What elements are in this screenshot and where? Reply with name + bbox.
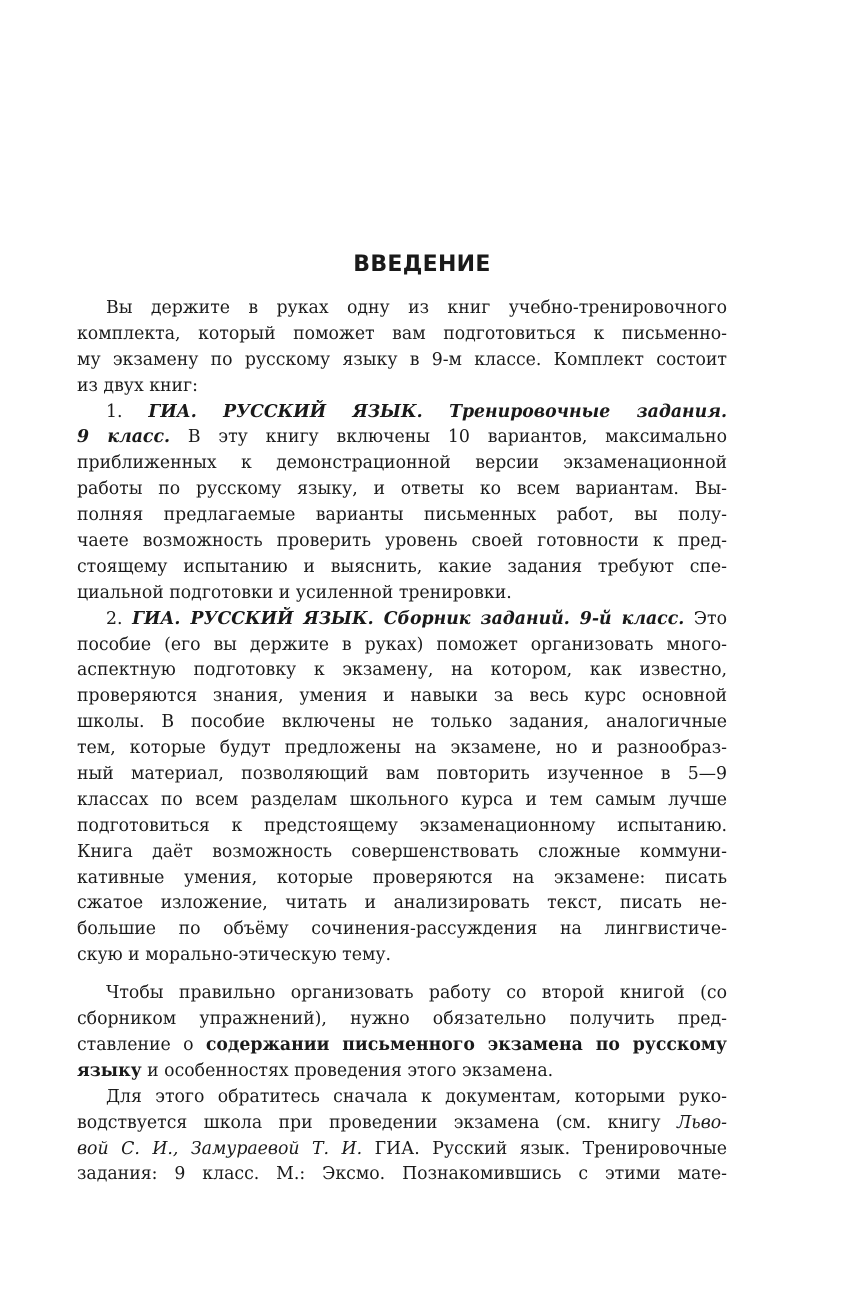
text-line: полняя предлагаемые варианты письменных работ, вы полу- xyxy=(77,505,727,526)
text-line: подготовиться к предстоящему экзаменационному испытанию. xyxy=(77,815,727,836)
text-line: водствуется школа при проведении экзамена (см. книгу Льво- xyxy=(77,1112,727,1133)
text-line: 9 класс. В эту книгу включены 10 вариантов, максимально xyxy=(77,427,727,448)
list-item-1 xyxy=(77,400,727,607)
text-line: проверяются знания, умения и навыки за весь курс основной xyxy=(77,686,727,707)
author-names: вой С. И., Замураевой Т. И. xyxy=(77,1138,363,1159)
text-line: языку и особенностях проведения этого экзамена. xyxy=(77,1060,554,1081)
text-line: приближенных к демонстрационной версии экзаменационной xyxy=(77,453,727,474)
book-title: ГИА. РУССКИЙ ЯЗЫК. Тренировочные задания. xyxy=(148,401,727,422)
text-line: из двух книг: xyxy=(77,375,198,396)
item-number: 1. xyxy=(106,401,123,422)
book-title: ГИА. РУССКИЙ ЯЗЫК. Сборник заданий. 9-й класс. xyxy=(132,608,685,629)
text-line: Чтобы правильно организовать работу со второй книгой (со xyxy=(106,983,727,1004)
text-line: школы. В пособие включены не только задания, аналогичные xyxy=(77,712,727,733)
text-line: кативные умения, которые проверяются на экзамене: писать xyxy=(77,867,727,888)
paragraph-requirements xyxy=(77,981,727,1085)
book-title-grade: 9 класс. xyxy=(77,427,170,448)
text-line: задания: 9 класс. М.: Эксмо. Познакомившись с этими мате- xyxy=(77,1164,727,1185)
text-line: му экзамену по русскому языку в 9-м классе. Комплект состоит xyxy=(77,349,727,370)
text-line: циальной подготовки и усиленной тренировки. xyxy=(77,582,512,603)
text-line: Книга даёт возможность совершенствовать сложные коммуни- xyxy=(77,841,727,862)
text-line: сжатое изложение, читать и анализировать текст, писать не- xyxy=(77,893,727,914)
text-line: аспектную подготовку к экзамену, на котором, как известно, xyxy=(77,660,727,681)
text-line: сборником упражнений), нужно обязательно получить пред- xyxy=(77,1009,727,1030)
paragraph-documents xyxy=(77,1085,727,1189)
text-line: пособие (его вы держите в руках) поможет организовать много- xyxy=(77,634,727,655)
paragraph-gap xyxy=(77,969,727,981)
body-text xyxy=(77,296,727,1188)
text-line: Вы держите в руках одну из книг учебно-тренировочного xyxy=(106,298,727,318)
page-title: ВВЕДЕНИЕ xyxy=(353,252,491,277)
text-line: 2. ГИА. РУССКИЙ ЯЗЫК. Сборник заданий. 9-й класс. Это xyxy=(106,608,727,629)
text-line: вой С. И., Замураевой Т. И. ГИА. Русский язык. Тренировочные xyxy=(77,1138,727,1159)
text-line: ставление о содержании письменного экзамена по русскому xyxy=(77,1034,727,1055)
list-item-2 xyxy=(77,607,727,969)
item-number: 2. xyxy=(106,608,123,629)
text-line: большие по объёму сочинения-рассуждения на лингвистиче- xyxy=(77,919,727,940)
text-line: работы по русскому языку, и ответы ко всем вариантам. Вы- xyxy=(77,479,727,500)
emphasis-text: языку xyxy=(77,1060,142,1081)
text-line: чаете возможность проверить уровень своей готовности к пред- xyxy=(77,531,727,552)
author-names: Льво- xyxy=(676,1112,727,1133)
text-line: стоящему испытанию и выяснить, какие задания требуют спе- xyxy=(77,556,727,577)
text-line xyxy=(77,400,727,426)
text-line: Для этого обратитесь сначала к документам, которыми руко- xyxy=(106,1086,727,1107)
text-line: ный материал, позволяющий вам повторить изученное в 5—9 xyxy=(77,764,727,785)
text-line: тем, которые будут предложены на экзамене, но и разнообраз- xyxy=(77,738,727,759)
text-line: классах по всем разделам школьного курса и тем самым лучше xyxy=(77,789,727,810)
emphasis-text: содержании письменного экзамена по русскому xyxy=(205,1034,727,1055)
text-line: скую и морально-этическую тему. xyxy=(77,945,392,966)
paragraph-intro xyxy=(77,296,727,400)
text-line: комплекта, который поможет вам подготовиться к письменно- xyxy=(77,323,727,344)
